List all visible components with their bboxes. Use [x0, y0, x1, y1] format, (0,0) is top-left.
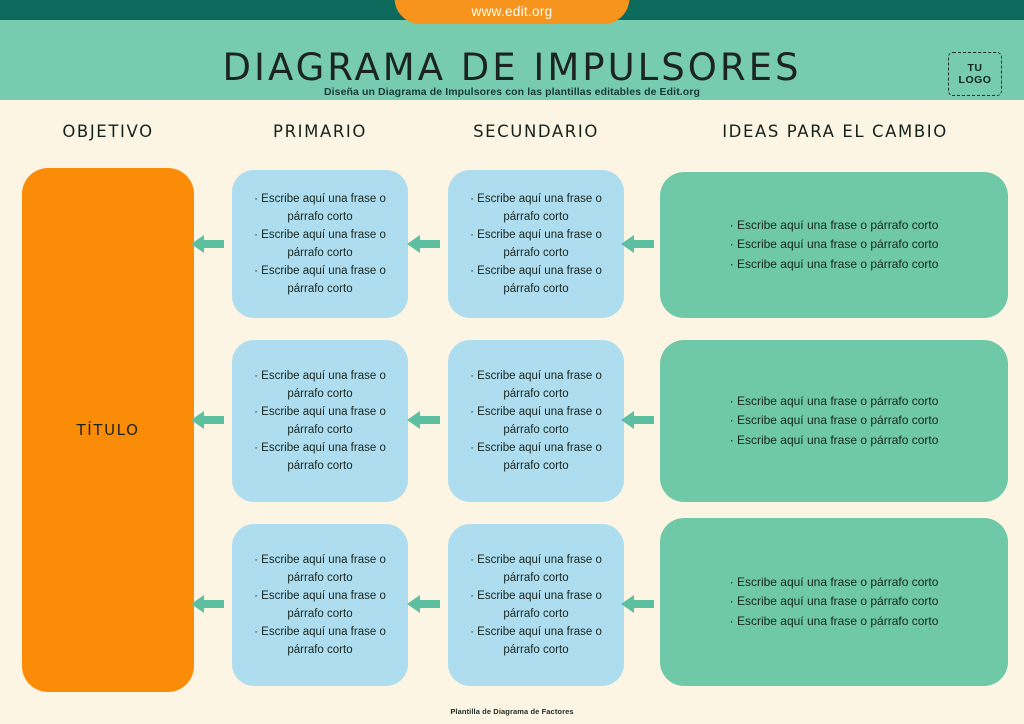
card-line: · Escribe aquí una frase o párrafo corto — [254, 369, 386, 400]
card-line: · Escribe aquí una frase o párrafo corto — [254, 589, 386, 620]
card-line: · Escribe aquí una frase o párrafo corto — [729, 613, 939, 628]
primary-card-row-2[interactable] — [232, 340, 408, 502]
arrow-left-icon — [620, 594, 654, 614]
column-heading-primario: PRIMARIO — [273, 122, 367, 141]
secondary-card-row-2[interactable] — [448, 340, 624, 502]
card-line: · Escribe aquí una frase o párrafo corto — [254, 265, 386, 296]
arrow-left-icon — [406, 234, 440, 254]
card-line: · Escribe aquí una frase o párrafo corto — [470, 626, 602, 657]
card-line: · Escribe aquí una frase o párrafo corto — [254, 405, 386, 436]
column-heading-ideas: IDEAS PARA EL CAMBIO — [722, 122, 948, 141]
card-line: · Escribe aquí una frase o párrafo corto — [470, 405, 602, 436]
page-title: DIAGRAMA DE IMPULSORES — [222, 46, 802, 89]
card-line: · Escribe aquí una frase o párrafo corto — [729, 237, 939, 252]
card-line: · Escribe aquí una frase o párrafo corto — [254, 626, 386, 657]
ideas-card-row-3[interactable] — [660, 518, 1008, 686]
card-line: · Escribe aquí una frase o párrafo corto — [470, 589, 602, 620]
arrow-left-icon — [190, 410, 224, 430]
primary-card-row-1[interactable] — [232, 170, 408, 318]
card-line: · Escribe aquí una frase o párrafo corto — [470, 369, 602, 400]
card-line: · Escribe aquí una frase o párrafo corto — [470, 228, 602, 259]
card-line: · Escribe aquí una frase o párrafo corto — [470, 192, 602, 223]
footer-caption: Plantilla de Diagrama de Factores — [450, 707, 574, 716]
card-line: · Escribe aquí una frase o párrafo corto — [470, 265, 602, 296]
card-line: · Escribe aquí una frase o párrafo corto — [729, 256, 939, 271]
objective-block[interactable] — [22, 168, 194, 692]
secondary-card-row-3[interactable] — [448, 524, 624, 686]
card-line: · Escribe aquí una frase o párrafo corto — [729, 413, 939, 428]
arrow-left-icon — [620, 234, 654, 254]
card-line: · Escribe aquí una frase o párrafo corto — [729, 393, 939, 408]
column-heading-objetivo: OBJETIVO — [62, 122, 154, 141]
page-subtitle: Diseña un Diagrama de Impulsores con las plantillas editables de Edit.org — [323, 86, 701, 98]
card-line: · Escribe aquí una frase o párrafo corto — [254, 442, 386, 473]
card-line: · Escribe aquí una frase o párrafo corto — [470, 442, 602, 473]
arrow-left-icon — [190, 594, 224, 614]
arrow-left-icon — [190, 234, 224, 254]
ideas-card-row-1[interactable] — [660, 172, 1008, 318]
card-line: · Escribe aquí una frase o párrafo corto — [254, 228, 386, 259]
primary-card-row-3[interactable] — [232, 524, 408, 686]
arrow-left-icon — [620, 410, 654, 430]
logo-line-1: TU — [967, 61, 983, 74]
arrow-left-icon — [406, 410, 440, 430]
website-url-pill — [395, 0, 630, 24]
logo-placeholder — [948, 52, 1002, 96]
card-line: · Escribe aquí una frase o párrafo corto — [729, 432, 939, 447]
header-band — [0, 20, 1024, 100]
ideas-card-row-2[interactable] — [660, 340, 1008, 502]
card-line: · Escribe aquí una frase o párrafo corto — [254, 553, 386, 584]
arrow-left-icon — [406, 594, 440, 614]
logo-line-2: LOGO — [958, 74, 992, 86]
card-line: · Escribe aquí una frase o párrafo corto — [729, 217, 939, 232]
objective-title: TÍTULO — [76, 421, 140, 439]
card-line: · Escribe aquí una frase o párrafo corto — [470, 553, 602, 584]
website-url-text: www.edit.org — [471, 4, 553, 19]
card-line: · Escribe aquí una frase o párrafo corto — [729, 594, 939, 609]
column-heading-secundario: SECUNDARIO — [473, 122, 599, 141]
card-line: · Escribe aquí una frase o párrafo corto — [254, 192, 386, 223]
secondary-card-row-1[interactable] — [448, 170, 624, 318]
card-line: · Escribe aquí una frase o párrafo corto — [729, 574, 939, 589]
